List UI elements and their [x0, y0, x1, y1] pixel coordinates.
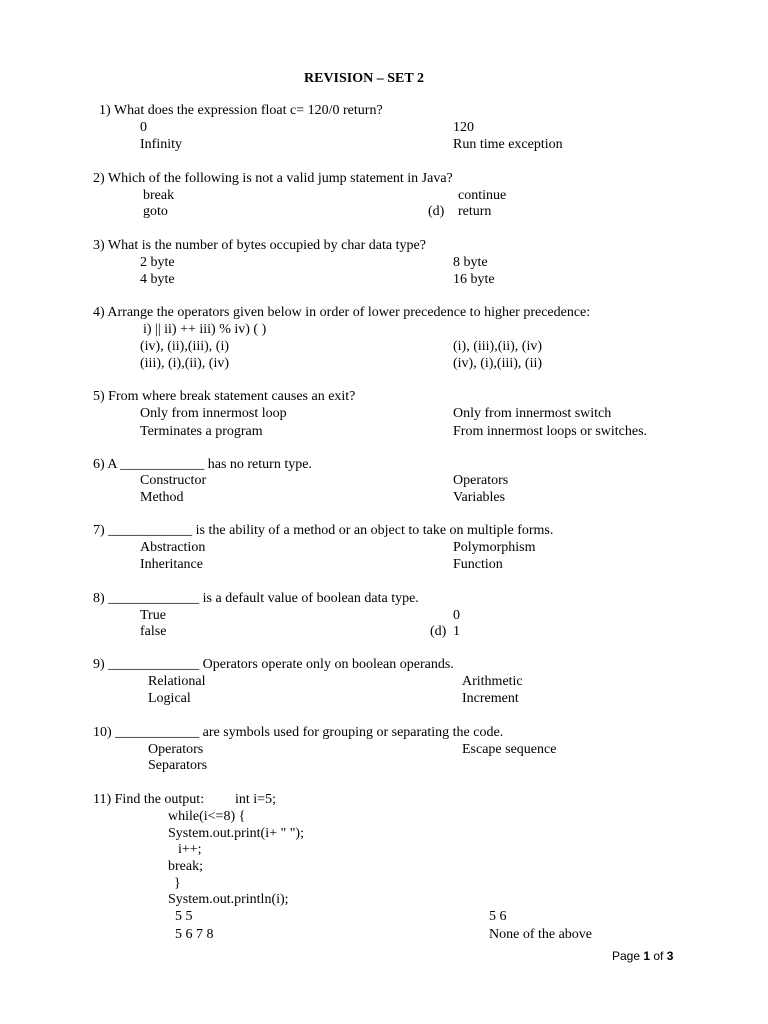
q11-code-line-4: break;	[168, 859, 203, 874]
q6-option-d: Variables	[453, 490, 506, 505]
q8-option-a: True	[140, 608, 166, 623]
q1-option-a: 0	[140, 120, 147, 135]
question-9: 9) _____________ Operators operate only on boolean operands.	[93, 657, 454, 672]
question-4: 4) Arrange the operators given below in order of lower precedence to higher precedence:	[93, 305, 591, 320]
question-3: 3) What is the number of bytes occupied by char data type?	[93, 238, 426, 253]
q8-option-d-marker: (d)	[430, 624, 447, 639]
q3-option-c: 4 byte	[140, 272, 175, 287]
q4-option-d: (iv), (i),(iii), (ii)	[453, 356, 543, 371]
page-prefix: Page	[612, 949, 644, 963]
q4-option-c: (iii), (i),(ii), (iv)	[140, 356, 230, 371]
q10-option-c: Separators	[148, 758, 208, 773]
q2-option-d-marker: (d)	[428, 204, 445, 219]
q7-option-d: Function	[453, 557, 503, 572]
q11-code-line-2: System.out.print(i+ " ");	[168, 826, 304, 841]
q11-code-line-5: }	[174, 876, 181, 891]
q4-operators: i) || ii) ++ iii) % iv) ( )	[143, 322, 267, 337]
q2-option-b: continue	[458, 188, 507, 203]
q5-option-b: Only from innermost switch	[453, 406, 612, 421]
page-current: 1	[643, 949, 651, 963]
q3-option-b: 8 byte	[453, 255, 488, 270]
page-number	[612, 948, 673, 965]
q5-option-d: From innermost loops or switches.	[453, 424, 648, 439]
q11-code-line-3: i++;	[178, 842, 202, 857]
q8-option-d: 1	[453, 624, 460, 639]
q9-option-a: Relational	[148, 674, 206, 689]
q9-option-d: Increment	[462, 691, 519, 706]
q11-code-line-6: System.out.println(i);	[168, 892, 289, 907]
q2-option-d: return	[458, 204, 492, 219]
q8-option-c: false	[140, 624, 167, 639]
q11-code-line-0: int i=5;	[235, 792, 276, 807]
q2-option-c: goto	[143, 204, 168, 219]
question-2: 2) Which of the following is not a valid jump statement in Java?	[93, 171, 453, 186]
q1-option-d: Run time exception	[453, 137, 563, 152]
question-6: 6) A ____________ has no return type.	[93, 457, 312, 472]
q6-option-b: Operators	[453, 473, 509, 488]
q6-option-a: Constructor	[140, 473, 207, 488]
q10-option-a: Operators	[148, 742, 204, 757]
question-10: 10) ____________ are symbols used for grouping or separating the code.	[93, 725, 504, 740]
page-title: REVISION – SET 2	[304, 71, 424, 86]
question-8: 8) _____________ is a default value of boolean data type.	[93, 591, 419, 606]
q2-option-a: break	[143, 188, 175, 203]
q7-option-c: Inheritance	[140, 557, 203, 572]
q8-option-b: 0	[453, 608, 460, 623]
q11-option-a: 5 5	[175, 909, 193, 924]
q3-option-d: 16 byte	[453, 272, 495, 287]
q7-option-a: Abstraction	[140, 540, 206, 555]
q7-option-b: Polymorphism	[453, 540, 536, 555]
q6-option-c: Method	[140, 490, 184, 505]
q1-option-b: 120	[453, 120, 474, 135]
q11-code-line-1: while(i<=8) {	[168, 809, 246, 824]
q1-option-c: Infinity	[140, 137, 182, 152]
question-7: 7) ____________ is the ability of a method or an object to take on multiple forms.	[93, 523, 554, 538]
q9-option-c: Logical	[148, 691, 191, 706]
q9-option-b: Arithmetic	[462, 674, 523, 689]
q5-option-a: Only from innermost loop	[140, 406, 287, 421]
question-5: 5) From where break statement causes an exit?	[93, 389, 356, 404]
q11-option-c: 5 6 7 8	[175, 927, 214, 942]
question-1: 1) What does the expression float c= 120/0 return?	[99, 103, 383, 118]
q3-option-a: 2 byte	[140, 255, 175, 270]
q10-option-b: Escape sequence	[462, 742, 557, 757]
q4-option-b: (i), (iii),(ii), (iv)	[453, 339, 543, 354]
page-of: of	[650, 949, 667, 963]
q4-option-a: (iv), (ii),(iii), (i)	[140, 339, 230, 354]
q11-option-b: 5 6	[489, 909, 507, 924]
page-total: 3	[666, 949, 674, 963]
q5-option-c: Terminates a program	[140, 424, 263, 439]
q11-option-d: None of the above	[489, 927, 593, 942]
question-11: 11) Find the output:	[93, 792, 205, 807]
